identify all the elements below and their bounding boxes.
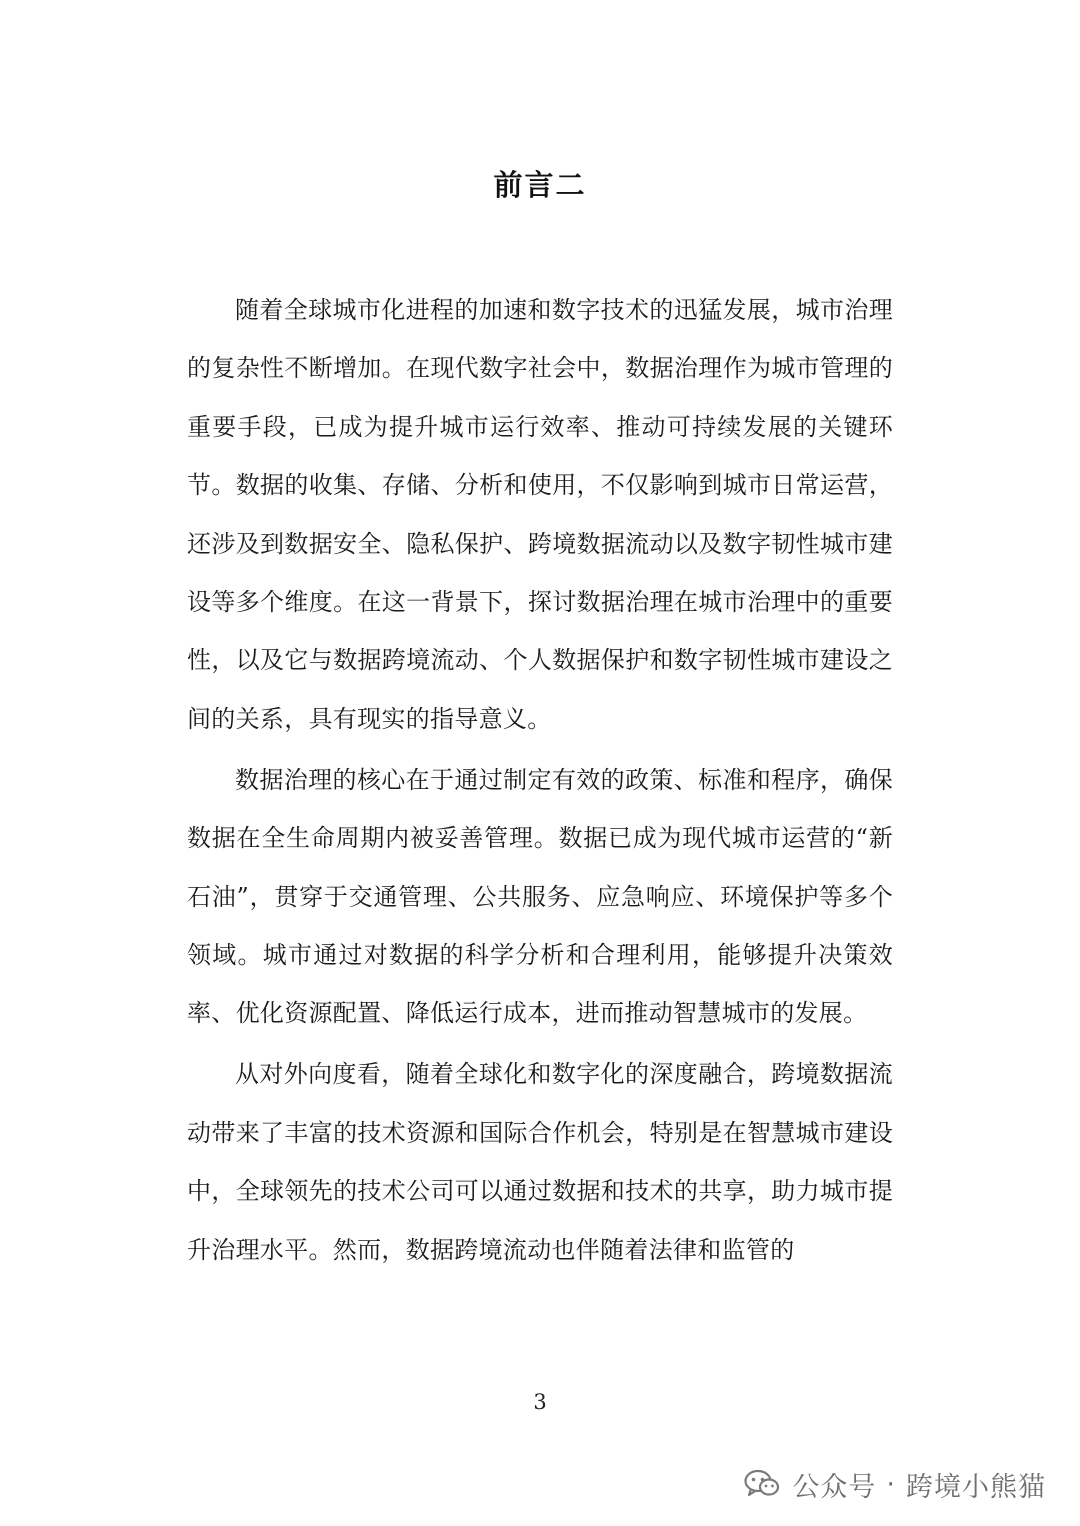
page-title: 前言二 [493,168,587,202]
watermark-separator: · [886,1468,896,1500]
paragraph-2: 数据治理的核心在于通过制定有效的政策、标准和程序，确保数据在全生命周期内被妥善管理。数据已成为现代城市运营的“新石油”，贯穿于交通管理、公共服务、应急响应、环境保护等多个领域。城市通过对数据的科学分析和合理利用，能够提升决策效率、优化资源配置、降低运行成本，进而推动智慧城市的发展。 [187,765,893,1028]
paragraph-1: 随着全球城市化进程的加速和数字技术的迅猛发展，城市治理的复杂性不断增加。在现代数字社会中，数据治理作为城市管理的重要手段，已成为提升城市运行效率、推动可持续发展的关键环节。数据的收集、存储、分析和使用，不仅影响到城市日常运营，还涉及到数据安全、隐私保护、跨境数据流动以及数字韧性城市建设等多个维度。在这一背景下，探讨数据治理在城市治理中的重要性，以及它与数据跨境流动、个人数据保护和数字韧性城市建设之间的关系，具有现实的指导意义。 [187,296,893,733]
page-number: 3 [533,1390,547,1414]
watermark [744,1464,1046,1504]
wechat-official-account-icon [744,1469,780,1499]
paragraph-3: 从对外向度看，随着全球化和数字化的深度融合，跨境数据流动带来了丰富的技术资源和国际合作机会，特别是在智慧城市建设中，全球领先的技术公司可以通过数据和技术的共享，助力城市提升治理水平。然而，数据跨境流动也伴随着法律和监管的 [187,1060,893,1264]
body-text [187,281,893,1279]
watermark-account-name: 跨境小熊猫 [906,1471,1046,1503]
watermark-prefix: 公众号 [792,1471,877,1503]
